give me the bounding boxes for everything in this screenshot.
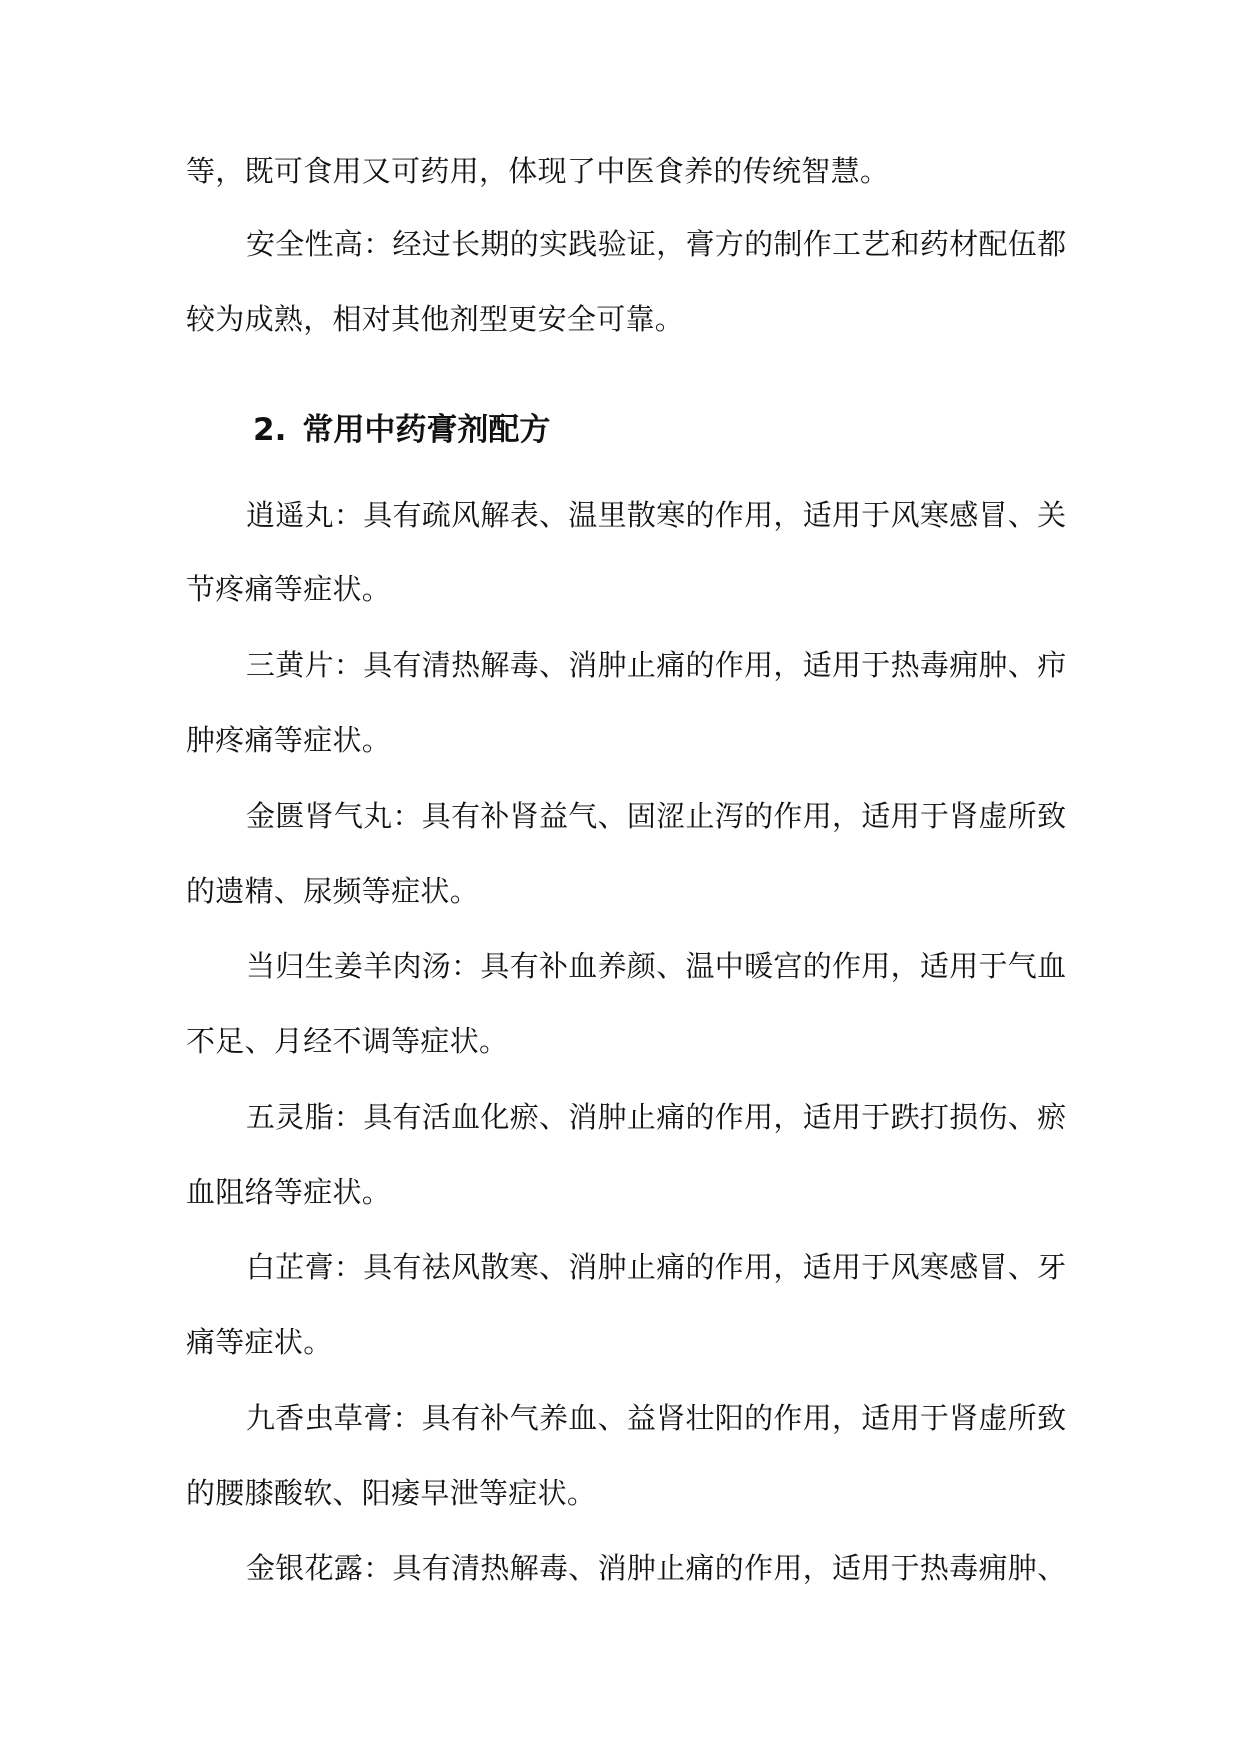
formula-danggui-line-2: 不足、月经不调等症状。 [186, 1024, 509, 1058]
formula-jingui-line-1: 金匮肾气丸：具有补肾益气、固涩止泻的作用，适用于肾虚所致 [246, 799, 1067, 833]
formula-xiaoyao-line-1: 逍遥丸：具有疏风解表、温里散寒的作用，适用于风寒感冒、关 [246, 498, 1067, 532]
formula-baizhi-line-2: 痛等症状。 [186, 1325, 333, 1359]
paragraph-safety-line-1: 安全性高：经过长期的实践验证，膏方的制作工艺和药材配伍都 [246, 227, 1067, 261]
paragraph-safety-line-2: 较为成熟，相对其他剂型更安全可靠。 [186, 302, 685, 336]
formula-jingui-line-2: 的遗精、尿频等症状。 [186, 874, 480, 908]
formula-baizhi-line-1: 白芷膏：具有祛风散寒、消肿止痛的作用，适用于风寒感冒、牙 [246, 1250, 1067, 1284]
section-heading [253, 410, 550, 450]
section-number: 2. [253, 412, 287, 448]
formula-wulingzhi-line-1: 五灵脂：具有活血化瘀、消肿止痛的作用，适用于跌打损伤、瘀 [246, 1100, 1067, 1134]
formula-sanhuang-line-2: 肿疼痛等症状。 [186, 723, 392, 757]
paragraph-continuation-line: 等，既可食用又可药用，体现了中医食养的传统智慧。 [186, 154, 890, 188]
formula-xiaoyao-line-2: 节疼痛等症状。 [186, 572, 392, 606]
formula-jinyinhua-line-1: 金银花露：具有清热解毒、消肿止痛的作用，适用于热毒痈肿、 [246, 1551, 1067, 1585]
formula-jiuxiang-line-2: 的腰膝酸软、阳痿早泄等症状。 [186, 1476, 597, 1510]
formula-jiuxiang-line-1: 九香虫草膏：具有补气养血、益肾壮阳的作用，适用于肾虚所致 [246, 1401, 1067, 1435]
formula-wulingzhi-line-2: 血阻络等症状。 [186, 1175, 392, 1209]
formula-sanhuang-line-1: 三黄片：具有清热解毒、消肿止痛的作用，适用于热毒痈肿、疖 [246, 648, 1067, 682]
section-title: 常用中药膏剂配方 [302, 412, 551, 448]
formula-danggui-line-1: 当归生姜羊肉汤：具有补血养颜、温中暖宫的作用，适用于气血 [246, 949, 1067, 983]
